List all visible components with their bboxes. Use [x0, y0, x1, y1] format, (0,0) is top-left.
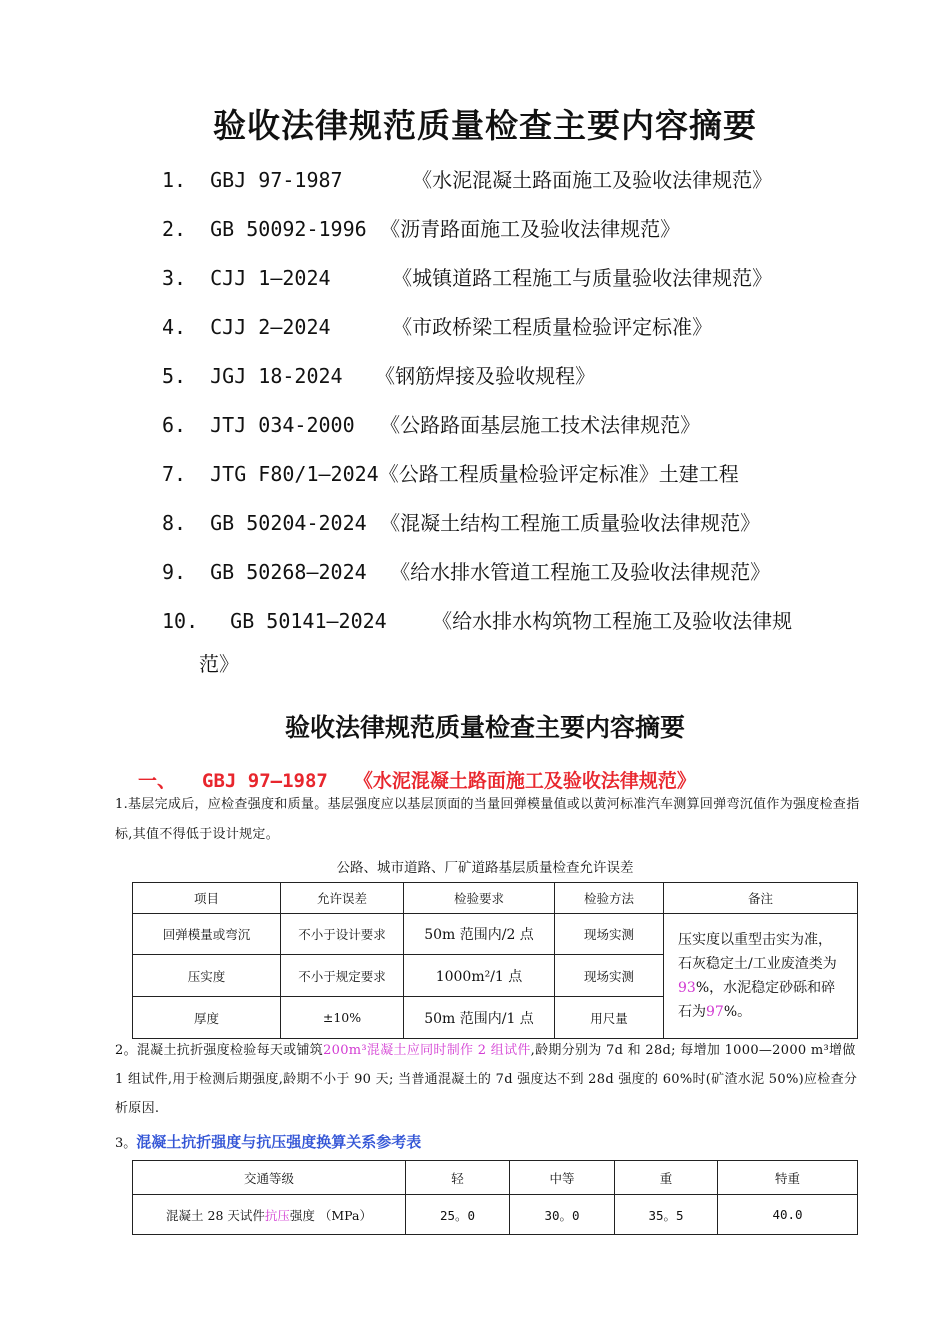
section-code: GBJ 97—1987 [202, 770, 328, 792]
standard-name: 《给水排水构筑物工程施工及验收法律规 [432, 609, 793, 633]
standard-name: 《沥青路面施工及验收法律规范》 [380, 217, 681, 241]
item-number: 10. [162, 609, 199, 633]
table-cell: 50m 范围内/2 点 [404, 914, 555, 955]
standard-name: 《给水排水管道工程施工及验收法律规范》 [390, 560, 771, 584]
standard-code: CJJ 2—2024 [210, 315, 331, 339]
item-number: 5. [162, 364, 187, 388]
table-cell: 35。5 [615, 1195, 718, 1235]
item-number: 3. [162, 266, 187, 290]
list-item [162, 258, 922, 307]
table-caption: 公路、城市道路、厂矿道路基层质量检查允许误差 [336, 860, 634, 876]
item-number: 9. [162, 560, 187, 584]
table-cell: 回弹模量或弯沉 [133, 914, 281, 955]
main-title: 验收法律规范质量检查主要内容摘要 [213, 106, 757, 145]
list-item [162, 209, 922, 258]
subsection-heading: 3。混凝土抗折强度与抗压强度换算关系参考表 [115, 1133, 422, 1151]
standard-code: JGJ 18-2024 [210, 364, 343, 388]
list-item [162, 307, 922, 356]
table-header: 备注 [664, 883, 858, 914]
standard-code: CJJ 1—2024 [210, 266, 331, 290]
section-number: 一、 [138, 770, 177, 792]
item-number: 8. [162, 511, 187, 535]
table-row [133, 1195, 858, 1235]
standard-name-continued: 范》 [199, 652, 239, 676]
item-number: 6. [162, 413, 187, 437]
item-number: 7. [162, 462, 187, 486]
standard-name: 《城镇道路工程施工与质量验收法律规范》 [392, 266, 773, 290]
table-cell: 40.0 [718, 1195, 858, 1235]
standards-list [162, 160, 922, 687]
standard-name: 《公路路面基层施工技术法律规范》 [380, 413, 701, 437]
strength-conversion-table [132, 1160, 858, 1235]
section-heading [138, 766, 696, 793]
section-name: 《水泥混凝土路面施工及验收法律规范》 [353, 770, 696, 792]
standard-code: GBJ 97-1987 [210, 168, 343, 192]
table-cell: 现场实测 [555, 914, 664, 955]
standard-code: JTG F80/1—2024 [210, 462, 379, 486]
list-item [162, 356, 922, 405]
table-header: 重 [615, 1161, 718, 1195]
table-cell: 不小于设计要求 [281, 914, 404, 955]
standard-name: 《混凝土结构工程施工质量验收法律规范》 [380, 511, 761, 535]
standard-code: GB 50141—2024 [230, 609, 387, 633]
table-cell: 厚度 [133, 997, 281, 1039]
item-number: 4. [162, 315, 187, 339]
table-row [133, 914, 858, 955]
section-title: 验收法律规范质量检查主要内容摘要 [284, 713, 685, 742]
table-header-row [133, 883, 858, 914]
notes-cell: 压实度以重型击实为准，石灰稳定土/工业废渣类为93%，水泥稳定砂砾和碎石为97%。 [664, 914, 858, 1039]
table-cell: 用尺量 [555, 997, 664, 1039]
table-cell: 1000m²/1 点 [404, 955, 555, 997]
list-item [162, 405, 922, 454]
table-header: 项目 [133, 883, 281, 914]
item-number: 1. [162, 168, 187, 192]
table-header: 允许误差 [281, 883, 404, 914]
table-cell: 不小于规定要求 [281, 955, 404, 997]
standard-code: GB 50268—2024 [210, 560, 367, 584]
table-cell: ±10% [281, 997, 404, 1039]
standard-code: JTJ 034-2000 [210, 413, 355, 437]
paragraph-2: 2。混凝土抗折强度检验每天或铺筑200m³混凝土应同时制作 2 组试件,龄期分别为 7d 和 28d; 每增加 1000—2000 m³增做 1 组试件,用于检测后期强度,龄期不小于 90 天; 当普通混凝土的 7d 强度达不到 28d 强度的 60%时(矿渣水泥 50%)应检查分析原因. [115, 1043, 858, 1116]
list-item [162, 601, 922, 687]
table-header-row [133, 1161, 858, 1195]
subsection-title: 混凝土抗折强度与抗压强度换算关系参考表 [136, 1133, 422, 1151]
table-cell: 25。0 [406, 1195, 510, 1235]
table-cell: 现场实测 [555, 955, 664, 997]
table-header: 检验方法 [555, 883, 664, 914]
highlight-text: 200m³混凝土应同时制作 2 组试件 [323, 1043, 531, 1058]
table-header: 中等 [510, 1161, 615, 1195]
table-cell: 混凝土 28 天试件抗压强度 （MPa） [133, 1195, 406, 1235]
table-header: 特重 [718, 1161, 858, 1195]
item-number: 2. [162, 217, 187, 241]
standard-name: 《市政桥梁工程质量检验评定标准》 [392, 315, 713, 339]
highlight-value: 97 [706, 1004, 724, 1020]
standard-code: GB 50092-1996 [210, 217, 367, 241]
table-header: 检验要求 [404, 883, 555, 914]
standard-name: 《水泥混凝土路面施工及验收法律规范》 [412, 168, 773, 192]
paragraph-1: 1.基层完成后，应检查强度和质量。基层强度应以基层顶面的当量回弹模量值或以黄河标准汽车测算回弹弯沉值作为强度检查指标,其值不得低于设计规定。 [115, 797, 860, 842]
table-cell: 压实度 [133, 955, 281, 997]
list-item [162, 503, 922, 552]
highlight-value: 93 [678, 980, 696, 996]
table-header: 轻 [406, 1161, 510, 1195]
table-header: 交通等级 [133, 1161, 406, 1195]
table-cell: 50m 范围内/1 点 [404, 997, 555, 1039]
standard-name: 《钢筋焊接及验收规程》 [375, 364, 596, 388]
list-item [162, 454, 922, 503]
list-item [162, 160, 922, 209]
base-tolerance-table [132, 882, 858, 1039]
standard-code: GB 50204-2024 [210, 511, 367, 535]
standard-name: 《公路工程质量检验评定标准》土建工程 [378, 462, 739, 486]
list-item [162, 552, 922, 601]
table-cell: 30。0 [510, 1195, 615, 1235]
